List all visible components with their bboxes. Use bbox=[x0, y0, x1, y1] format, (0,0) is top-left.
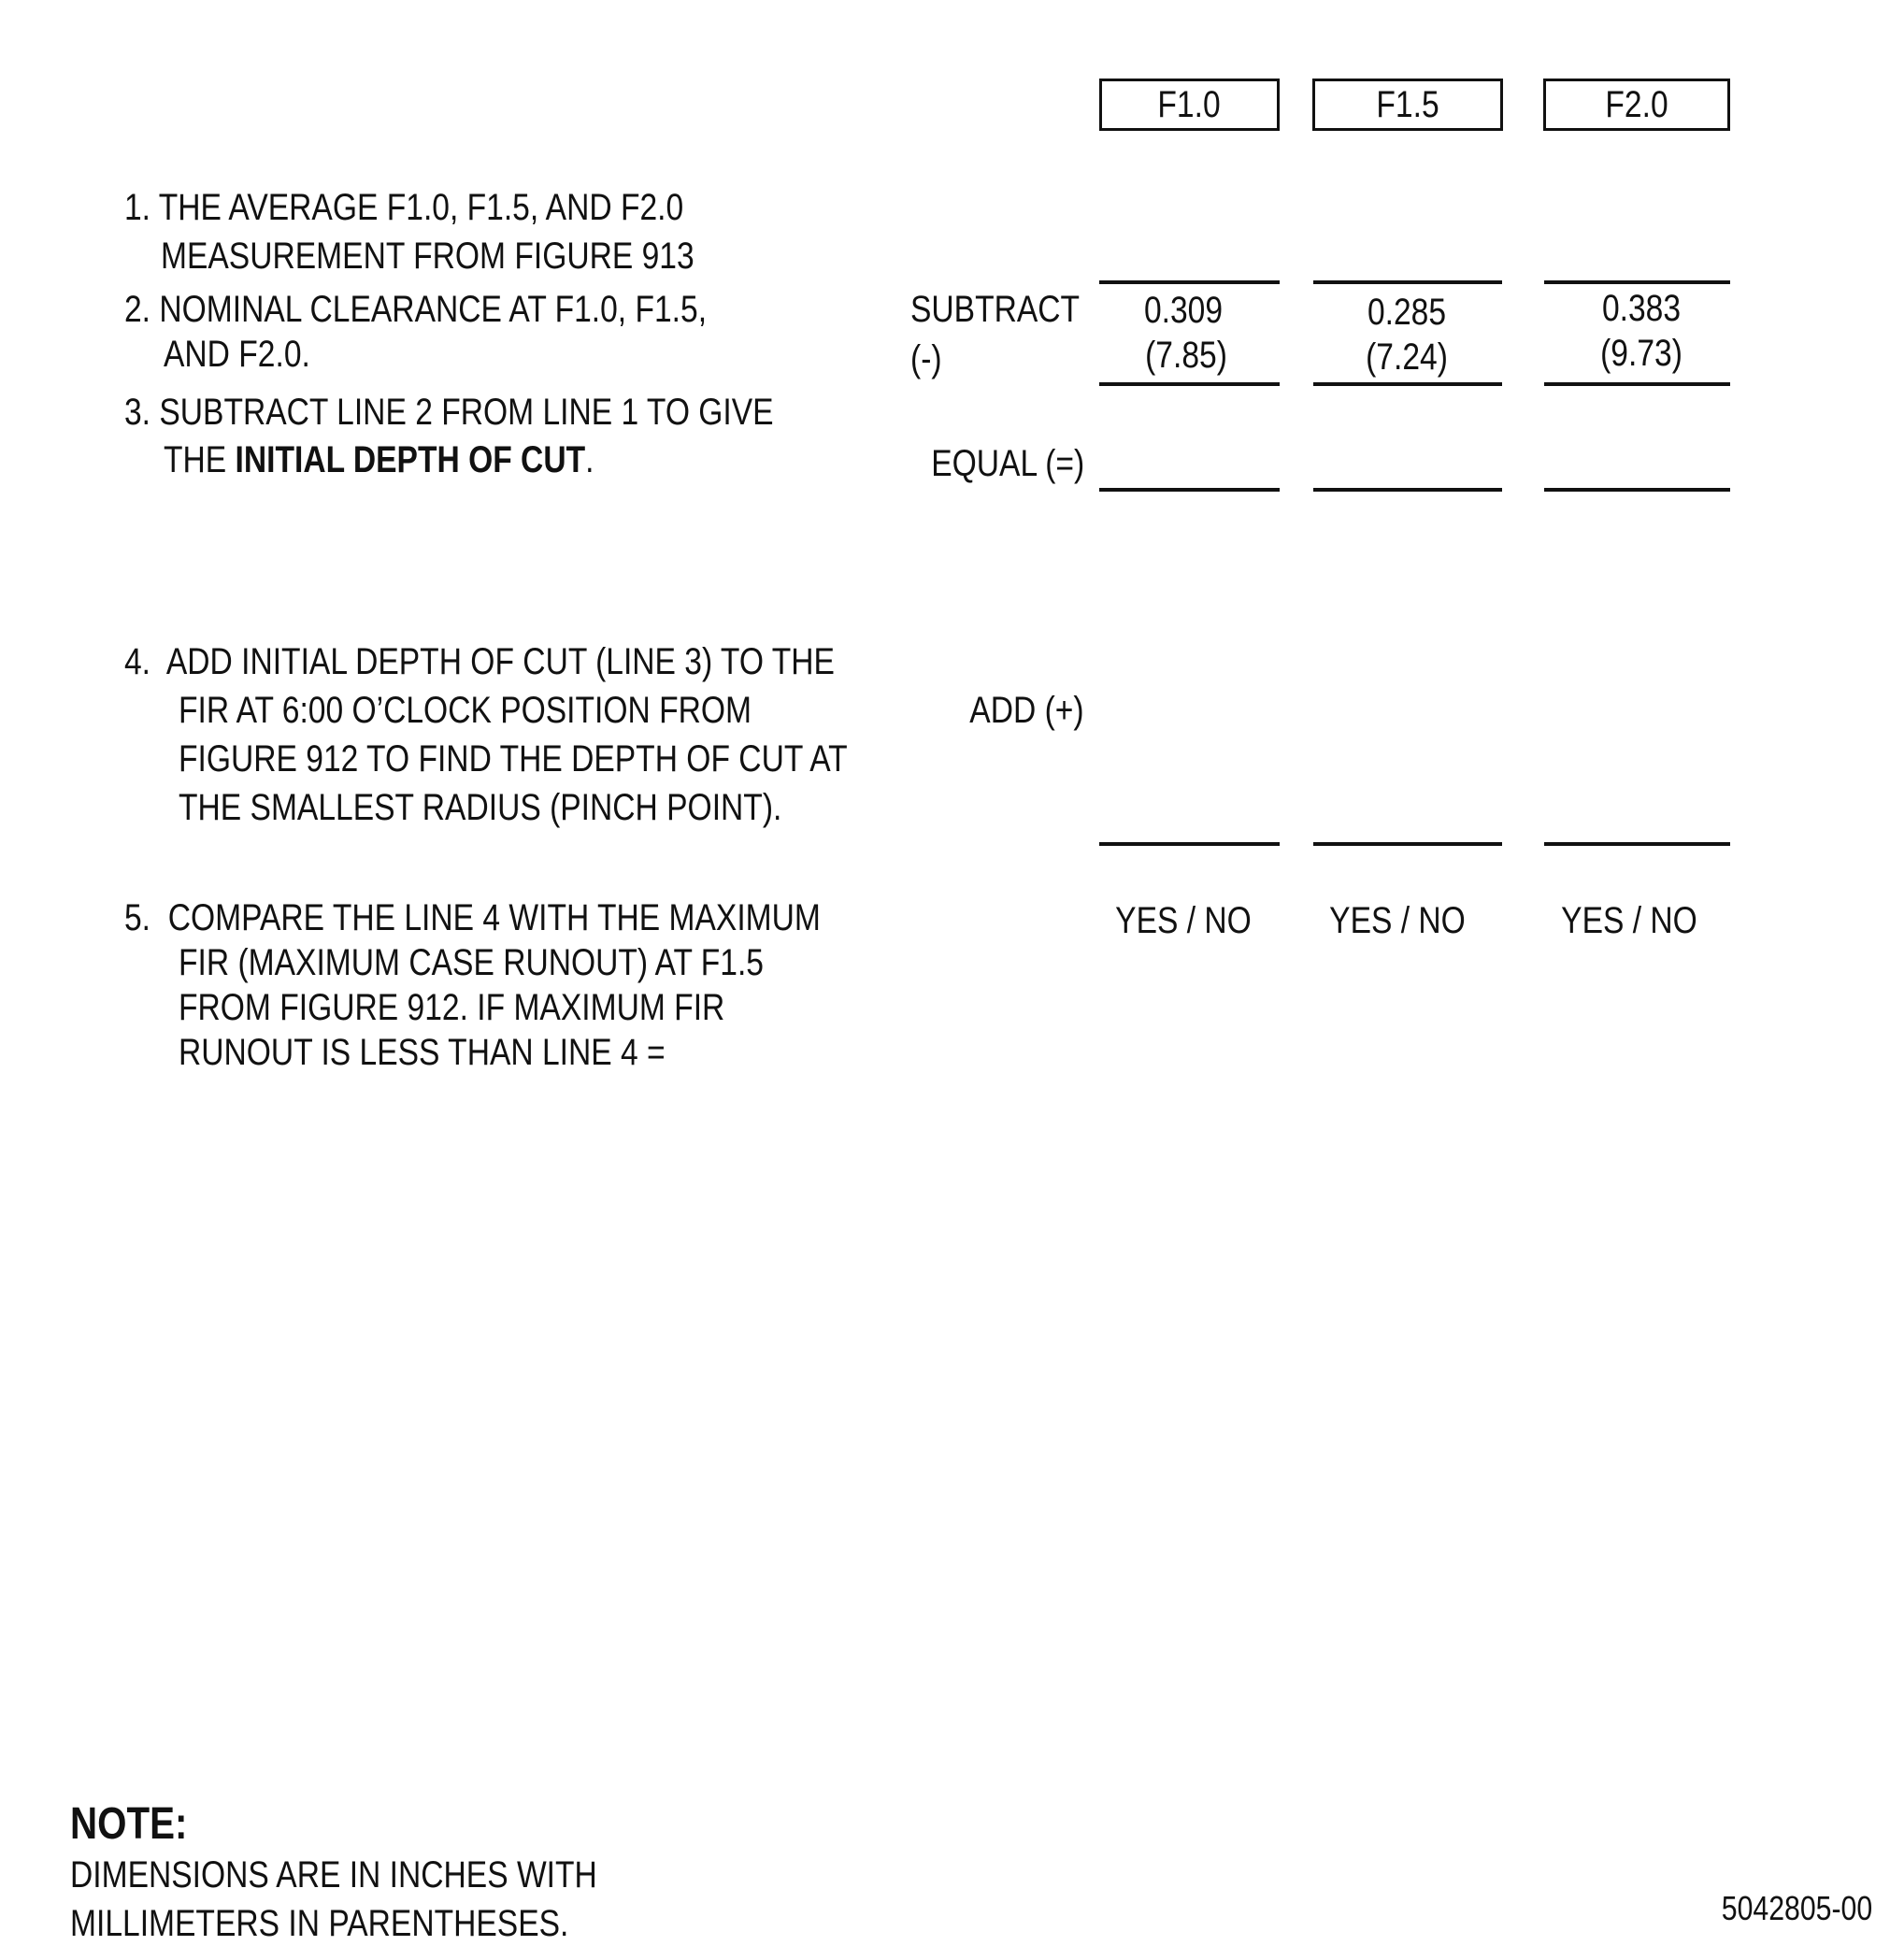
column-header-f2-0 bbox=[1543, 79, 1730, 131]
step-3-line-2 bbox=[164, 436, 594, 484]
nominal-value-inches-f1-0: 0.309 bbox=[1143, 290, 1224, 331]
step-4-line-2: FIR AT 6:00 O’CLOCK POSITION FROM bbox=[179, 690, 752, 731]
step-5-line-2: FIR (MAXIMUM CASE RUNOUT) AT F1.5 bbox=[179, 942, 764, 983]
note-line-1: DIMENSIONS ARE IN INCHES WITH bbox=[70, 1854, 597, 1896]
column-header-f1-5 bbox=[1312, 79, 1503, 131]
line-1-blank-f1-0 bbox=[1099, 280, 1280, 284]
step-5-line-3: FROM FIGURE 912. IF MAXIMUM FIR bbox=[179, 987, 725, 1028]
line-3-blank-f2-0 bbox=[1544, 488, 1730, 492]
line-1-blank-f1-5 bbox=[1313, 280, 1502, 284]
line-2-blank-f1-0 bbox=[1099, 382, 1280, 386]
line-2-blank-f2-0 bbox=[1544, 382, 1730, 386]
nominal-value-mm-f2-0: (9.73) bbox=[1600, 333, 1682, 374]
line-2-blank-f1-5 bbox=[1313, 382, 1502, 386]
column-header-f1-0 bbox=[1099, 79, 1280, 131]
line-4-blank-f1-5 bbox=[1313, 842, 1502, 846]
equal-label: EQUAL (=) bbox=[931, 443, 1084, 484]
nominal-value-mm-f1-0: (7.85) bbox=[1145, 335, 1227, 376]
step-4-line-1: 4. ADD INITIAL DEPTH OF CUT (LINE 3) TO THE bbox=[124, 641, 835, 682]
line-4-blank-f1-0 bbox=[1099, 842, 1280, 846]
line-4-blank-f2-0 bbox=[1544, 842, 1730, 846]
line-3-blank-f1-0 bbox=[1099, 488, 1280, 492]
step-3-suffix: . bbox=[585, 439, 594, 480]
yes-no-f1-0: YES / NO bbox=[1115, 900, 1252, 941]
add-label: ADD (+) bbox=[969, 690, 1084, 731]
step-4-line-4: THE SMALLEST RADIUS (PINCH POINT). bbox=[179, 787, 782, 828]
step-2-line-2: AND F2.0. bbox=[164, 334, 310, 375]
initial-depth-of-cut-label: INITIAL DEPTH OF CUT bbox=[235, 439, 586, 480]
figure-id: 5042805-00 bbox=[1721, 1889, 1872, 1927]
column-header-label: F1.5 bbox=[1376, 84, 1439, 125]
yes-no-f2-0: YES / NO bbox=[1561, 900, 1697, 941]
note-line-2: MILLIMETERS IN PARENTHESES. bbox=[70, 1903, 569, 1944]
nominal-value-mm-f1-5: (7.24) bbox=[1366, 336, 1448, 378]
step-3-line-1: 3. SUBTRACT LINE 2 FROM LINE 1 TO GIVE bbox=[124, 392, 774, 433]
column-header-label: F1.0 bbox=[1157, 84, 1222, 125]
subtract-label: SUBTRACT bbox=[910, 289, 1081, 330]
nominal-value-inches-f2-0: 0.383 bbox=[1601, 288, 1682, 329]
line-3-blank-f1-5 bbox=[1313, 488, 1502, 492]
step-1-line-1: 1. THE AVERAGE F1.0, F1.5, AND F2.0 bbox=[124, 187, 684, 228]
nominal-value-inches-f1-5: 0.285 bbox=[1367, 292, 1447, 333]
step-4-line-3: FIGURE 912 TO FIND THE DEPTH OF CUT AT bbox=[179, 738, 848, 780]
step-5-line-4: RUNOUT IS LESS THAN LINE 4 = bbox=[179, 1032, 666, 1073]
yes-no-f1-5: YES / NO bbox=[1329, 900, 1466, 941]
step-1-line-2: MEASUREMENT FROM FIGURE 913 bbox=[161, 236, 694, 277]
step-5-line-1: 5. COMPARE THE LINE 4 WITH THE MAXIMUM bbox=[124, 897, 821, 938]
note-title: NOTE: bbox=[70, 1799, 188, 1849]
column-header-label: F2.0 bbox=[1605, 84, 1668, 125]
subtract-sign: (-) bbox=[910, 338, 942, 379]
step-2-line-1: 2. NOMINAL CLEARANCE AT F1.0, F1.5, bbox=[124, 289, 708, 330]
step-3-prefix: THE bbox=[164, 439, 236, 480]
